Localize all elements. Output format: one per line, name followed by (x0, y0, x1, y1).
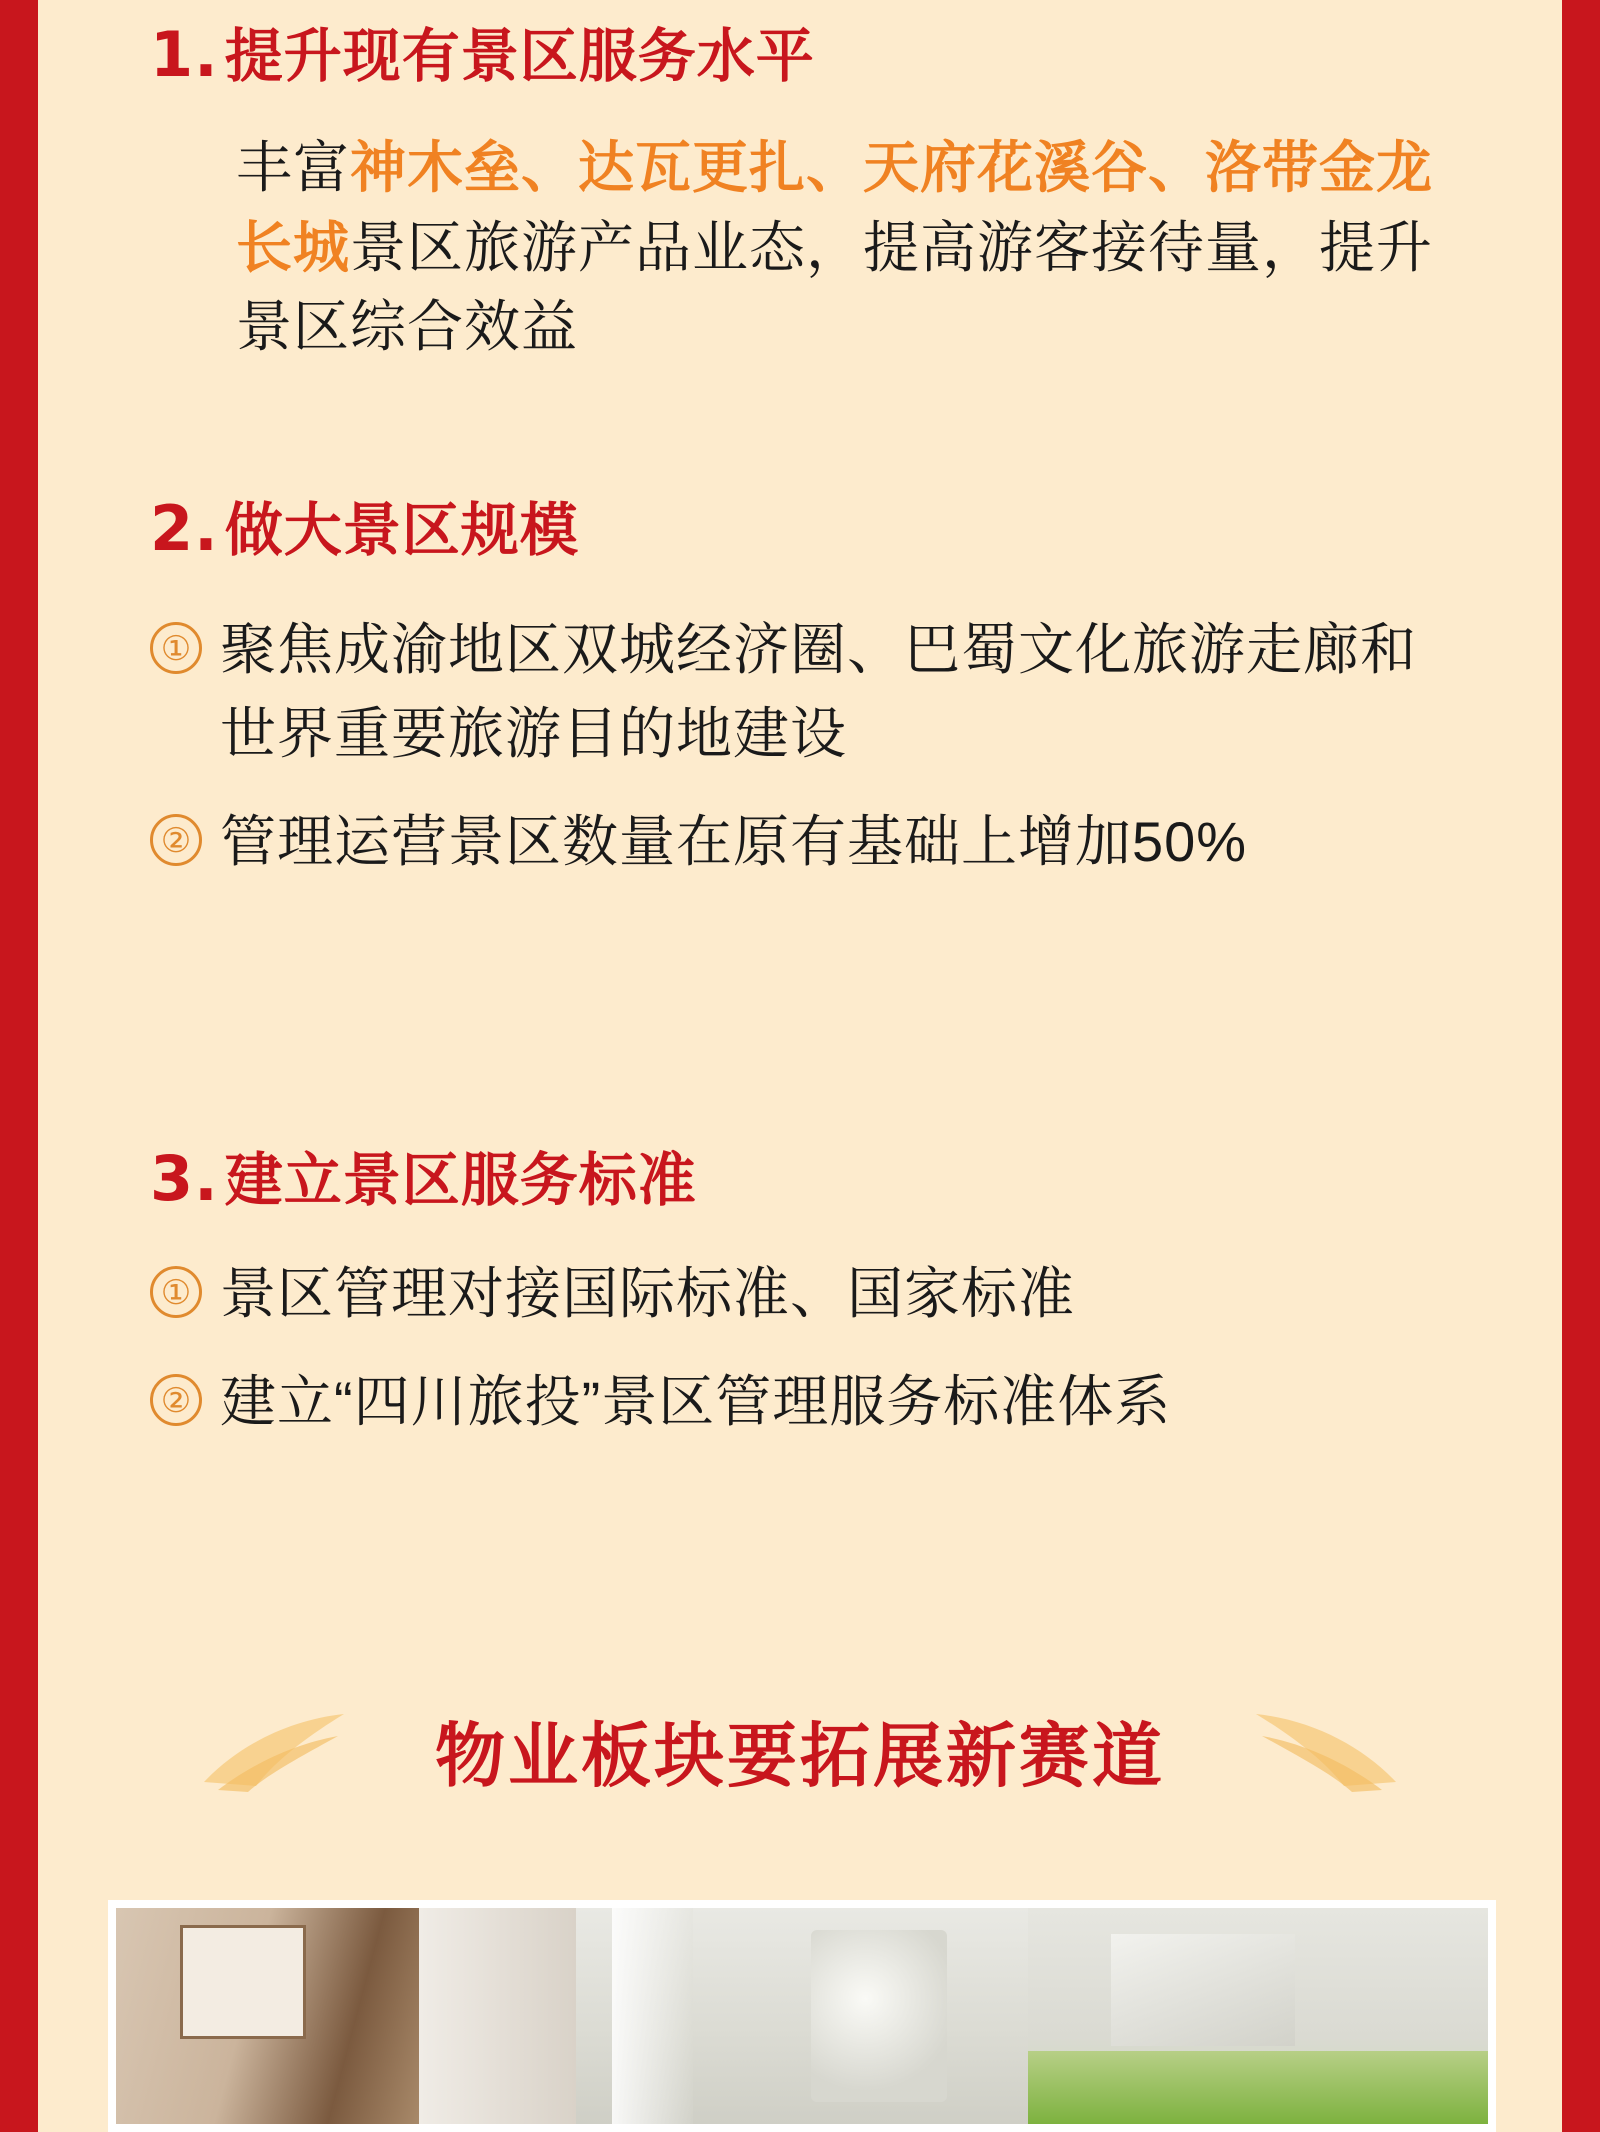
section-title-1: 提升现有景区服务水平 (224, 24, 815, 89)
list-marker-icon: ② (150, 814, 202, 866)
paragraph-tail: 景区旅游产品业态，提高游客接待量，提升景区综合效益 (236, 215, 1433, 359)
list-item-text: 聚焦成渝地区双城经济圈、巴蜀文化旅游走廊和世界重要旅游目的地建设 (220, 618, 1417, 765)
paragraph-highlight: 神木垒、达瓦更扎、天府花溪谷、洛带金龙长城 (236, 136, 1433, 279)
wing-icon (1252, 1706, 1402, 1796)
section-1-paragraph (236, 128, 1466, 367)
section-heading-3 (150, 1140, 697, 1218)
banner-title: 物业板块要拓展新赛道 (435, 1716, 1165, 1795)
section-number-2: 2. (150, 492, 219, 565)
list-marker-icon: ② (150, 1374, 202, 1426)
list-marker-icon: ① (150, 1266, 202, 1318)
list-item-text: 建立“四川旅投”景区管理服务标准体系 (220, 1370, 1172, 1433)
photo-lawn (1028, 1908, 1488, 2124)
list-marker-icon: ① (150, 622, 202, 674)
list-item-text: 管理运营景区数量在原有基础上增加50% (220, 810, 1248, 873)
section-title-2: 做大景区规模 (224, 498, 579, 563)
section-number-3: 3. (150, 1142, 219, 1215)
photo-corridor (116, 1908, 576, 2124)
section-heading-1 (150, 16, 815, 94)
content-panel (38, 0, 1562, 2132)
list-item (150, 1252, 1450, 1336)
list-item (150, 608, 1450, 776)
banner (38, 1680, 1562, 1820)
paragraph-lead: 丰富 (236, 136, 350, 199)
photo-strip (116, 1908, 1488, 2124)
photo-window (576, 1908, 1029, 2124)
photo-strip-frame (108, 1900, 1496, 2132)
list-item (150, 1360, 1450, 1444)
wing-icon (198, 1706, 348, 1796)
section-heading-2 (150, 490, 579, 568)
section-title-3: 建立景区服务标准 (224, 1148, 697, 1213)
list-item-text: 景区管理对接国际标准、国家标准 (220, 1262, 1075, 1325)
section-number-1: 1. (150, 18, 219, 91)
list-item (150, 800, 1450, 884)
